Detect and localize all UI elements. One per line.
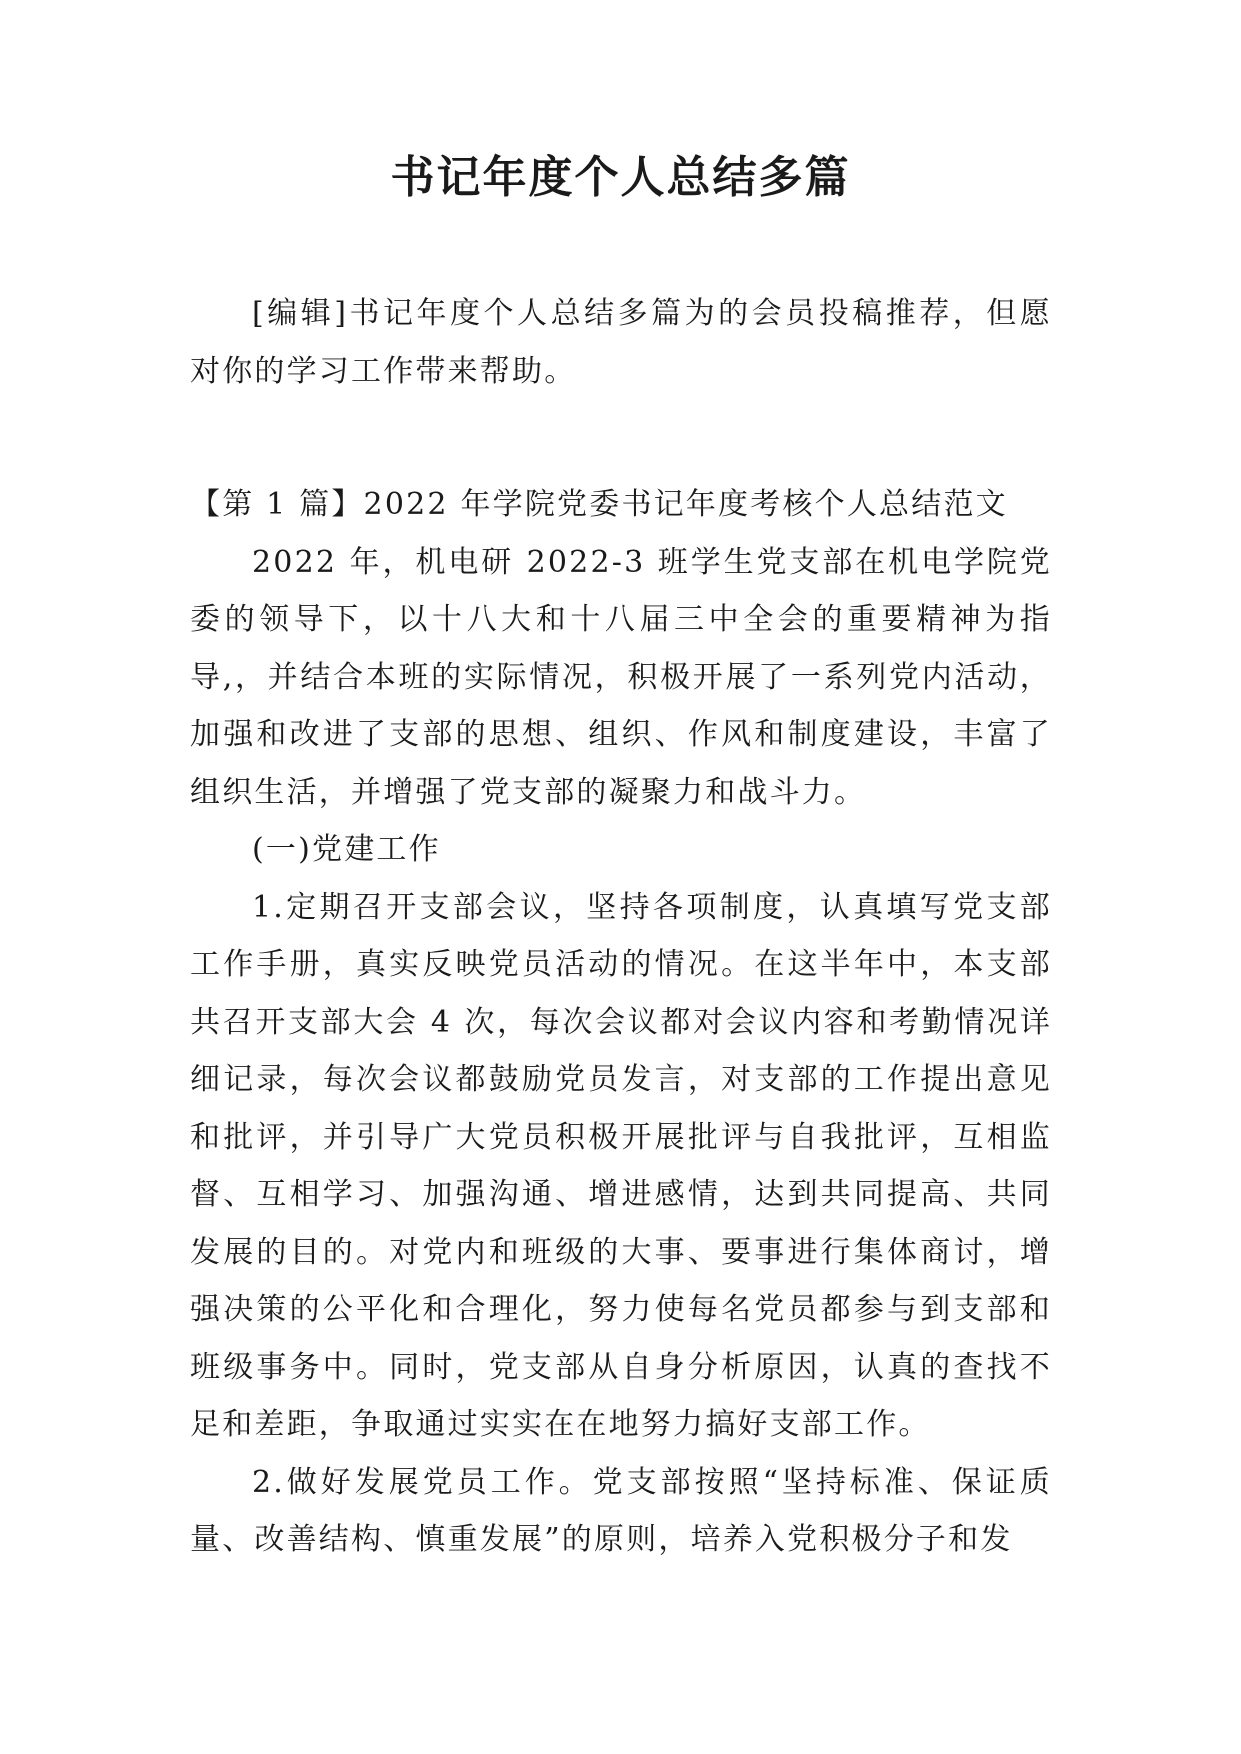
document-body bbox=[190, 285, 1052, 1569]
document-title: 书记年度个人总结多篇 bbox=[390, 152, 851, 203]
intro-paragraph: [编辑]书记年度个人总结多篇为的会员投稿推荐，但愿对你的学习工作带来帮助。 bbox=[190, 296, 1052, 389]
subheading-party-building: (一)党建工作 bbox=[252, 832, 441, 867]
body-paragraph-3: 2.做好发展党员工作。党支部按照“坚持标准、保证质量、改善结构、慎重发展”的原则，培养入党积极分子和发 bbox=[190, 1464, 1052, 1557]
section-heading: 【第 1 篇】2022 年学院党委书记年度考核个人总结范文 bbox=[190, 487, 1008, 522]
body-paragraph-1: 2022 年，机电研 2022-3 班学生党支部在机电学院党委的领导下，以十八大和十八届三中全会的重要精神为指导,，并结合本班的实际情况，积极开展了一系列党内活动，加强和改进了支部的思想、组织、作风和制度建设，丰富了组织生活，并增强了党支部的凝聚力和战斗力。 bbox=[190, 544, 1052, 810]
body-paragraph-2: 1.定期召开支部会议，坚持各项制度，认真填写党支部工作手册，真实反映党员活动的情况。在这半年中，本支部共召开支部大会 4 次，每次会议都对会议内容和考勤情况详细记录，每次会议都鼓励党员发言，对支部的工作提出意见和批评，并引导广大党员积极开展批评与自我批评，互相监督、互相学习、加强沟通、增进感情，达到共同提高、共同发展的目的。对党内和班级的大事、要事进行集体商讨，增强决策的公平化和合理化，努力使每名党员都参与到支部和班级事务中。同时，党支部从自身分析原因，认真的查找不足和差距，争取通过实实在在地努力搞好支部工作。 bbox=[190, 889, 1052, 1442]
